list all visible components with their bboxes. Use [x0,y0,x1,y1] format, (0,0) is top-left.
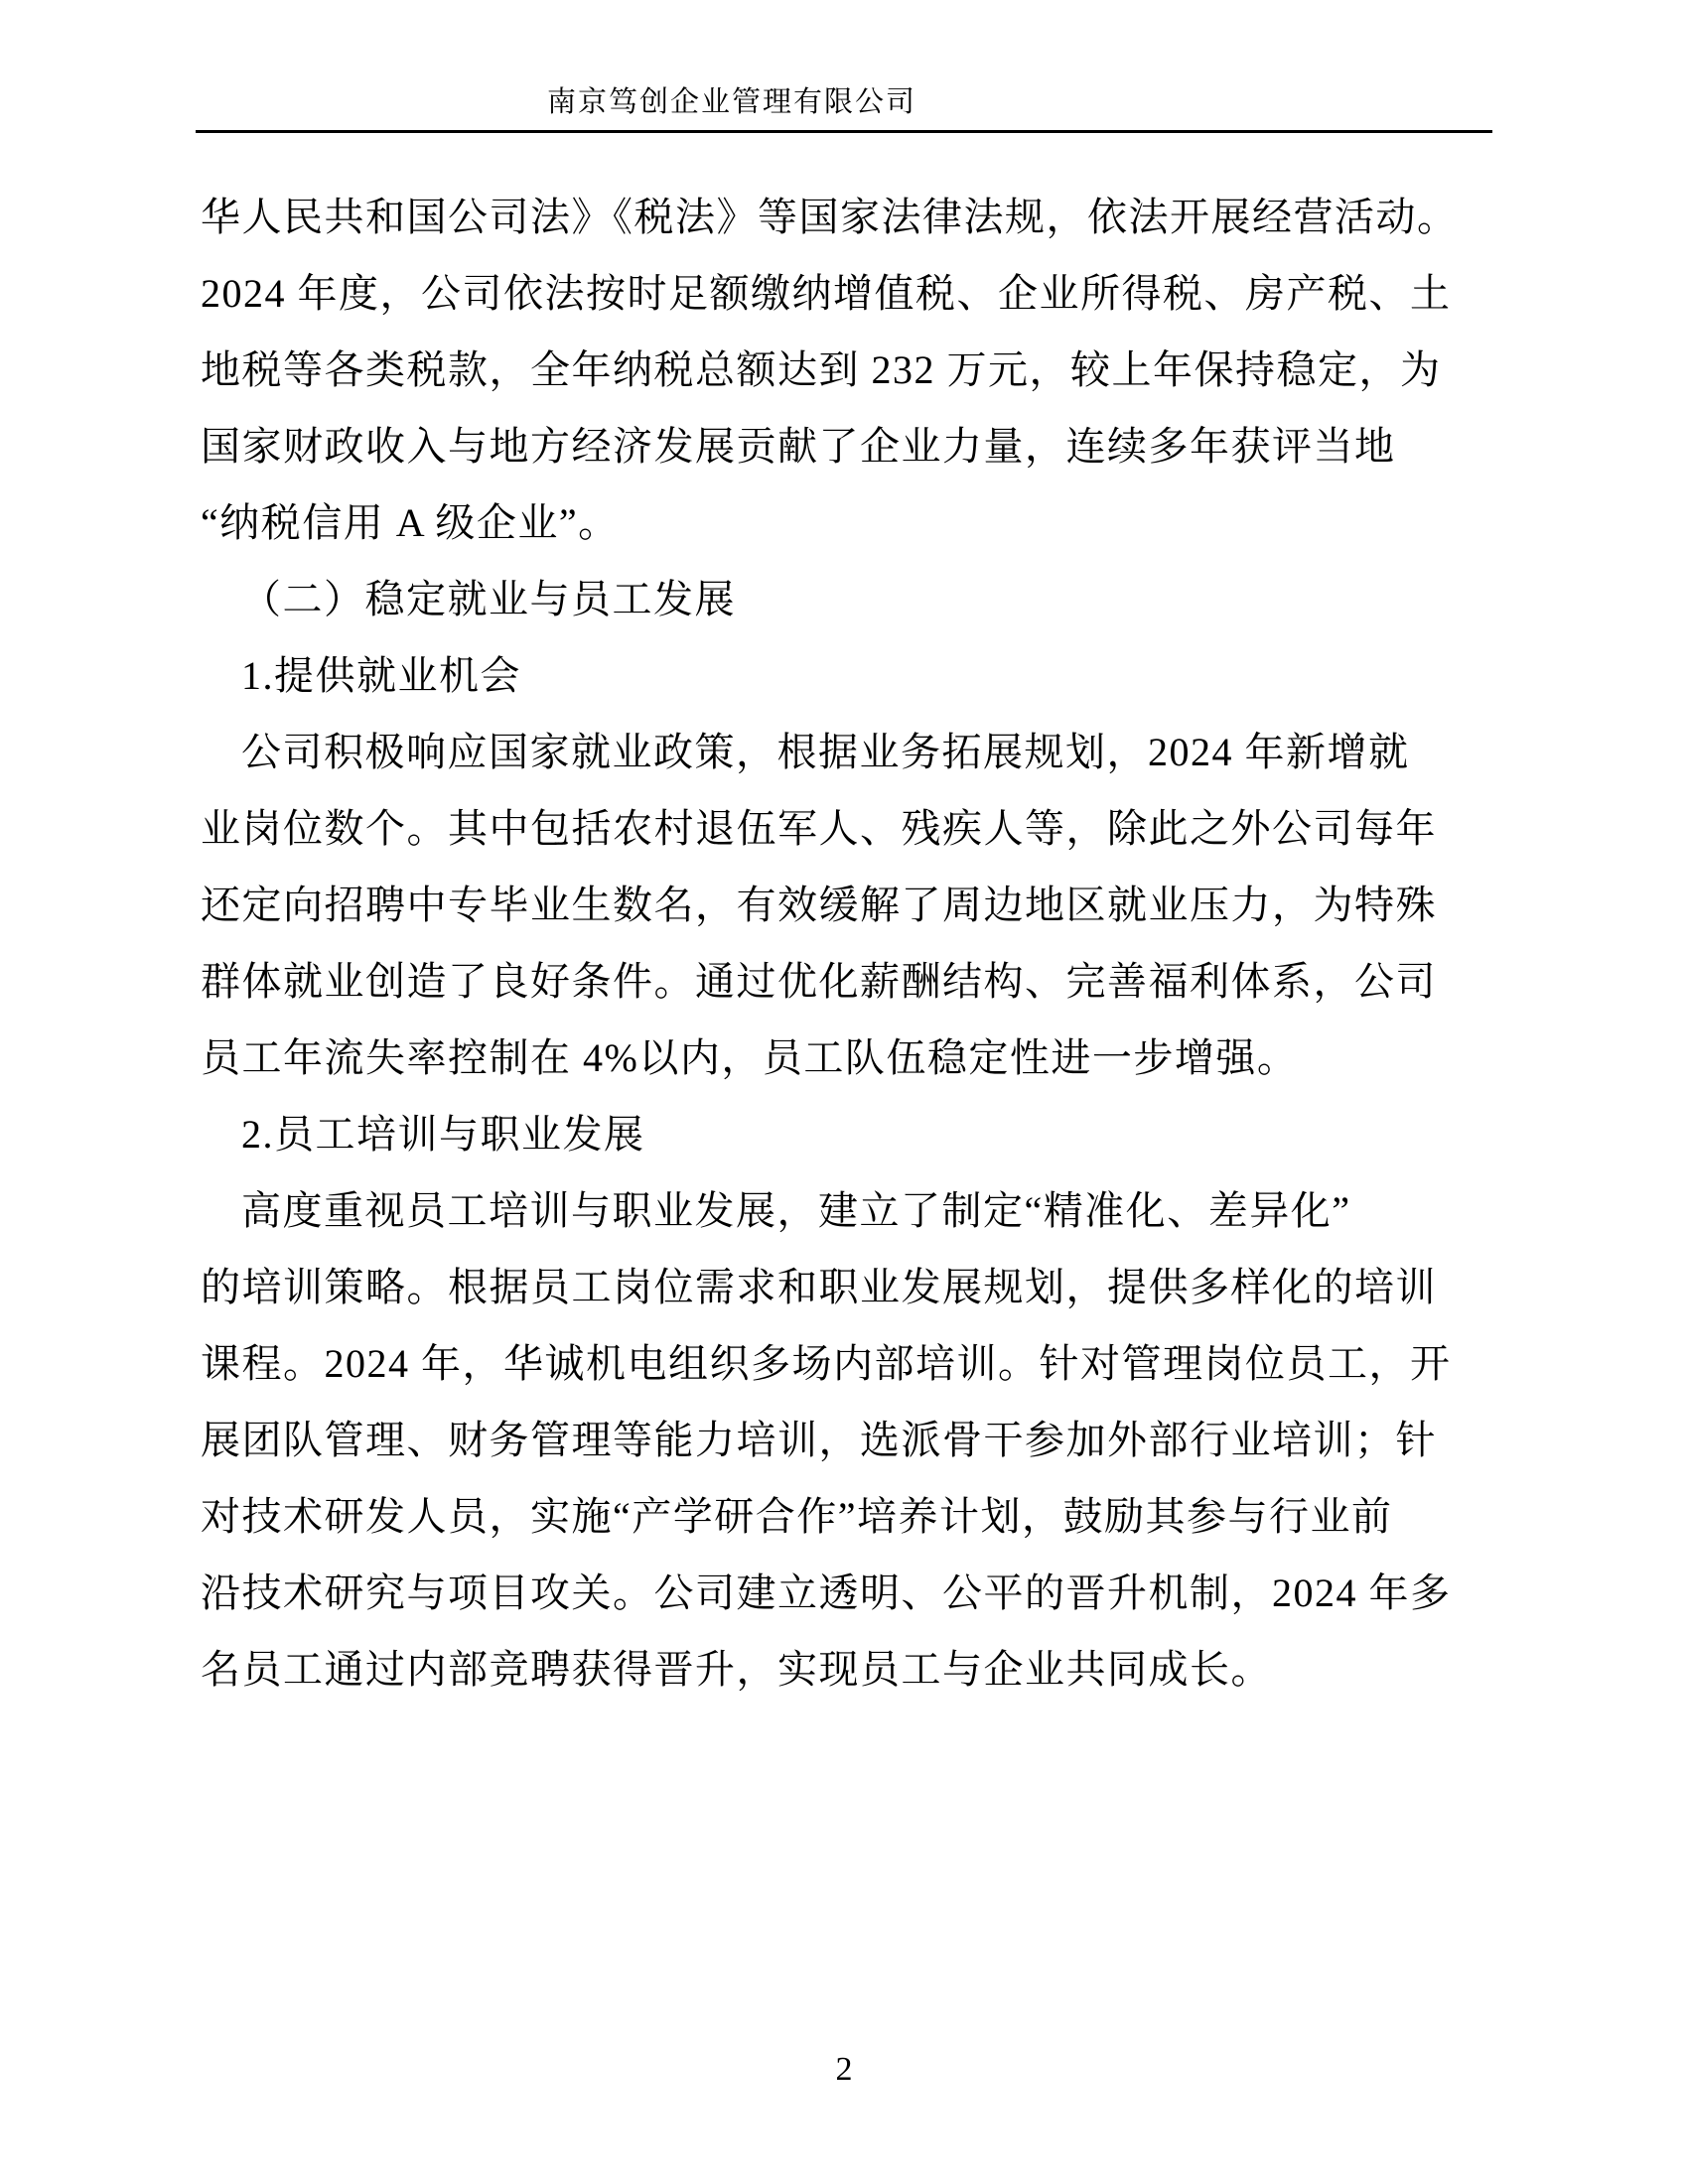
body-line: “纳税信用 A 级企业”。 [201,500,620,545]
body-line: 还定向招聘中专毕业生数名，有效缓解了周边地区就业压力，为特殊 [201,883,1437,927]
body-line: 沿技术研究与项目攻关。公司建立透明、公平的晋升机制，2024 年多 [201,1570,1452,1615]
body-line: 业岗位数个。其中包括农村退伍军人、残疾人等，除此之外公司每年 [201,806,1437,851]
body-line: 2024 年度，公司依法按时足额缴纳增值税、企业所得税、房产税、土 [201,271,1452,316]
page-number: 2 [835,2051,853,2088]
body-line: 课程。2024 年，华诚机电组织多场内部培训。针对管理岗位员工，开 [201,1341,1452,1386]
body-line: 公司积极响应国家就业政策，根据业务拓展规划，2024 年新增就 [241,730,1410,774]
body-line: 对技术研发人员，实施“产学研合作”培养计划，鼓励其参与行业前 [201,1494,1393,1539]
document-body [201,179,1496,1707]
body-line: 高度重视员工培训与职业发展，建立了制定“精准化、差异化” [241,1188,1351,1233]
body-line: 名员工通过内部竞聘获得晋升，实现员工与企业共同成长。 [201,1647,1272,1692]
page-header-company-name: 南京笃创企业管理有限公司 [546,86,916,118]
body-line: 华人民共和国公司法》《税法》等国家法律法规，依法开展经营活动。 [201,195,1459,239]
subsection-heading: 2.员工培训与职业发展 [241,1112,645,1157]
body-line: 展团队管理、财务管理等能力培训，选派骨干参加外部行业培训；针 [201,1418,1437,1462]
body-line: 群体就业创造了良好条件。通过优化薪酬结构、完善福利体系，公司 [201,959,1437,1004]
subsection-heading: 1.提供就业机会 [241,653,521,698]
section-heading: （二）稳定就业与员工发展 [241,577,736,621]
body-line: 的培训策略。根据员工岗位需求和职业发展规划，提供多样化的培训 [201,1265,1437,1309]
body-line: 员工年流失率控制在 4%以内，员工队伍稳定性进一步增强。 [201,1035,1299,1080]
body-line: 地税等各类税款，全年纳税总额达到 232 万元，较上年保持稳定，为 [201,347,1442,392]
header-divider-line [196,130,1492,133]
body-line: 国家财政收入与地方经济发展贡献了企业力量，连续多年获评当地 [201,424,1396,469]
